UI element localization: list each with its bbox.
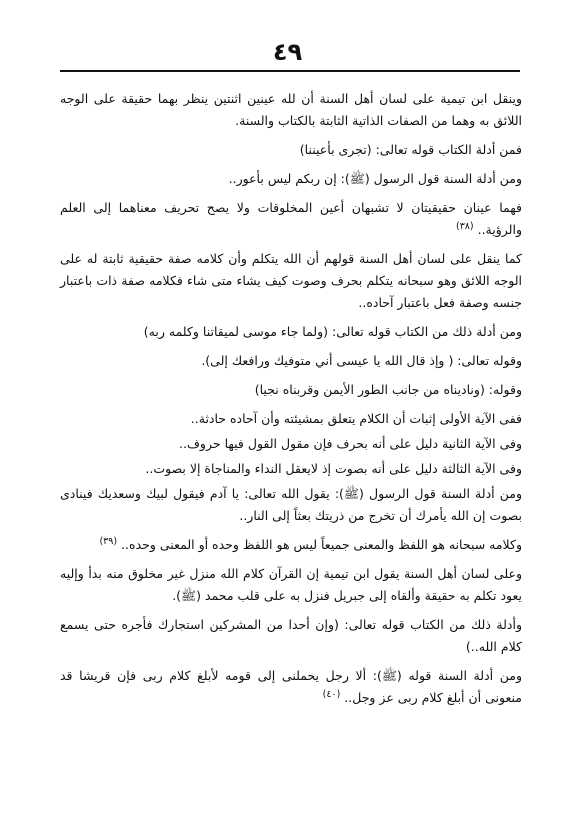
- paragraph-4: [60, 197, 522, 241]
- paragraph-7: [60, 350, 522, 372]
- paragraph-text: وينقل ابن تيمية على لسان أهل السنة أن لله عينين اثنتين ينظر بهما حقيقة على الوجه اللائق به وهما من الصفات الذاتية الثابتة بالكتاب والسنة.: [60, 91, 522, 128]
- paragraph-6: [60, 321, 522, 343]
- page-number: ٤٩: [272, 38, 303, 66]
- paragraph-text: وفى الآية الثالثة دليل على أنه بصوت إذ لايعقل النداء والمناجاة إلا بصوت..: [145, 461, 522, 476]
- paragraph-text: ومن أدلة السنة قوله (ﷺ): ألا رجل يحملنى إلى قومه لأبلغ كلام ربى فإن قريشا قد منعونى أن أبلغ كلام ربى عز وجل..: [60, 668, 522, 705]
- paragraph-text: وفى الآية الثانية دليل على أنه بحرف فإن مقول القول فيها حروف..: [179, 436, 522, 451]
- paragraph-13: [60, 534, 522, 556]
- paragraph-text: ومن أدلة ذلك من الكتاب قوله تعالى: (ولما جاء موسى لميقاتنا وكلمه ربه): [143, 324, 522, 339]
- paragraph-14: [60, 563, 522, 607]
- paragraph-text: وأدلة ذلك من الكتاب قوله تعالى: (وإن أحدا من المشركين استجارك فأجره حتى يسمع كلام الله..): [60, 617, 522, 654]
- footnote-ref: (٣٨): [455, 220, 474, 232]
- paragraph-1: [60, 88, 522, 132]
- footnote-ref: (٣٩): [99, 535, 118, 547]
- paragraph-text: ومن أدلة السنة قول الرسول (ﷺ): إن ربكم ليس بأعور..: [228, 171, 522, 186]
- paragraph-5: [60, 248, 522, 314]
- paragraph-3: [60, 168, 522, 190]
- paragraph-16: [60, 665, 522, 709]
- paragraph-15: [60, 614, 522, 658]
- paragraph-11: [60, 458, 522, 480]
- header-rule: [60, 70, 520, 72]
- paragraph-text: وقوله تعالى: ( وإذ قال الله يا عيسى أني متوفيك ورافعك إلى).: [201, 353, 522, 368]
- footnote-ref: (٤٠): [322, 688, 341, 700]
- paragraph-8: [60, 379, 522, 401]
- paragraph-text: فهما عينان حقيقيتان لا تشبهان أعين المخلوقات ولا يصح تحريف معناهما إلى العلم والرؤية..: [60, 200, 522, 237]
- paragraph-text: ففى الآية الأولى إثبات أن الكلام يتعلق بمشيئته وأن آحاده حادثة..: [190, 411, 522, 426]
- paragraph-text: ومن أدلة السنة قول الرسول (ﷺ): يقول الله تعالى: يا آدم فيقول لبيك وسعديك فينادى بصوت إن الله يأمرك أن تخرج من ذريتك بعثاً إلى النار..: [60, 486, 522, 523]
- paragraph-text: وكلامه سبحانه هو اللفظ والمعنى جميعاً ليس هو اللفظ وحده أو المعنى وحده..: [121, 537, 522, 552]
- body-text: [60, 88, 522, 716]
- paragraph-text: وعلى لسان أهل السنة يقول ابن تيمية إن القرآن كلام الله منزل غير مخلوق منه بدأ وإليه يعود تكلم به حقيقة وألقاه إلى جبريل فنزل به على قلب محمد (ﷺ).: [60, 566, 522, 603]
- paragraph-text: كما ينقل على لسان أهل السنة قولهم أن الله يتكلم وأن كلامه صفة حقيقية ثابتة له على الوجه اللائق وهو سبحانه يتكلم بحرف وصوت كيف يشاء متى شاء فكلامه صفة ذات باعتبار جنسه وصفة فعل باعتبار آحاده..: [60, 251, 522, 310]
- paragraph-9: [60, 408, 522, 430]
- paragraph-10: [60, 433, 522, 455]
- paragraph-text: وقوله: (وناديناه من جانب الطور الأيمن وقربناه نجيا): [254, 382, 522, 397]
- paragraph-text: فمن أدلة الكتاب قوله تعالى: (تجرى بأعيننا): [299, 142, 522, 157]
- paragraph-2: [60, 139, 522, 161]
- paragraph-12: [60, 483, 522, 527]
